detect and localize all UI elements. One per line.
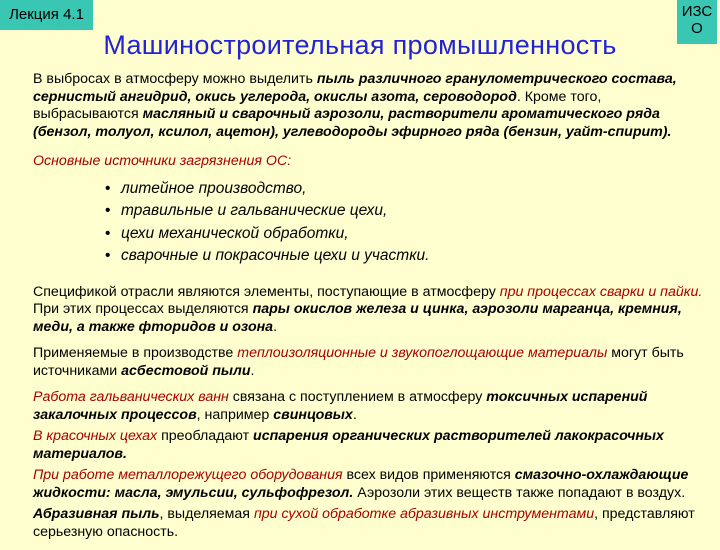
text: , представляют серьезную опасность. bbox=[33, 506, 695, 540]
text: связана с поступлением в атмосферу bbox=[228, 389, 487, 405]
paragraph-galvanic bbox=[33, 389, 708, 424]
emphasis: пары окислов железа и цинка, аэрозоли марганца, кремния, меди, а также фторидов и озона bbox=[33, 301, 682, 335]
highlight: В красочных цехах bbox=[33, 428, 158, 444]
highlight: теплоизоляционные и звукопоглощающие материалы bbox=[237, 345, 608, 361]
text: . bbox=[273, 318, 278, 335]
list-item: • сварочные и покрасочные цехи и участки. bbox=[105, 245, 708, 268]
text: могут быть источниками bbox=[33, 345, 684, 379]
emphasis: смазочно-охлаждающие жидкости: масла, эмульсии, сульфофрезол. bbox=[33, 467, 689, 501]
slide-body bbox=[33, 71, 708, 550]
text: . bbox=[352, 406, 357, 423]
emphasis: пыль различного гранулометрического состава, сернистый ангидрид, окись углерода, окислы азота, сероводород bbox=[33, 71, 677, 105]
emphasis: свинцовых bbox=[273, 406, 353, 423]
paragraph-paint-shops bbox=[33, 428, 708, 463]
emphasis: масляный и сварочный аэрозоли, растворители ароматического ряда (бензол, толуол, ксилол, ацетон), углеводороды эфирного ряда (бензин, уайт-спирит). bbox=[33, 106, 672, 140]
text: , выделяемая bbox=[159, 506, 254, 522]
page-title: Машиностроительная промышленность bbox=[103, 30, 617, 60]
text: преобладают bbox=[157, 428, 254, 444]
list-item: • литейное производство, bbox=[105, 178, 708, 201]
sources-list bbox=[105, 178, 708, 268]
text: . bbox=[250, 362, 255, 379]
text: При этих процессах выделяются bbox=[33, 301, 253, 317]
corner-badge-line1: ИЗС bbox=[681, 3, 713, 20]
emphasis: асбестовой пыли bbox=[121, 362, 251, 379]
text: . Кроме того, выбрасываются bbox=[33, 88, 602, 122]
highlight: Работа гальванических ванн bbox=[33, 389, 229, 405]
emphasis: испарения органических растворителей лакокрасочных материалов. bbox=[33, 428, 664, 462]
highlight: при сухой обработке абразивных инструментами bbox=[253, 506, 595, 522]
list-item: • цехи механической обработки, bbox=[105, 223, 708, 246]
text: Аэрозоли этих веществ также попадают в воздух. bbox=[353, 484, 686, 501]
emphasis: токсичных испарений закалочных процессов bbox=[33, 389, 648, 423]
paragraph-emissions bbox=[33, 71, 708, 141]
sources-heading: Основные источники загрязнения ОС: bbox=[33, 153, 292, 169]
text: В выбросах в атмосферу можно выделить bbox=[33, 71, 317, 87]
lecture-badge: Лекция 4.1 bbox=[0, 0, 93, 30]
highlight: при процессах сварки и пайки. bbox=[499, 283, 703, 300]
corner-badge-line2: О bbox=[691, 20, 703, 37]
text: , например bbox=[196, 406, 274, 423]
paragraph-abrasive bbox=[33, 506, 708, 541]
paragraph-metal-cutting bbox=[33, 467, 708, 502]
list-item: • травильные и гальванические цехи, bbox=[105, 200, 708, 223]
text: всех видов применяются bbox=[342, 467, 515, 483]
highlight: При работе металлорежущего оборудования bbox=[33, 467, 343, 483]
emphasis: Абразивная пыль bbox=[33, 506, 160, 522]
paragraph-welding bbox=[33, 284, 708, 337]
paragraph-insulation bbox=[33, 345, 708, 380]
text: Применяемые в производстве bbox=[33, 345, 238, 361]
text: Спецификой отрасли являются элементы, поступающие в атмосферу bbox=[33, 283, 500, 300]
